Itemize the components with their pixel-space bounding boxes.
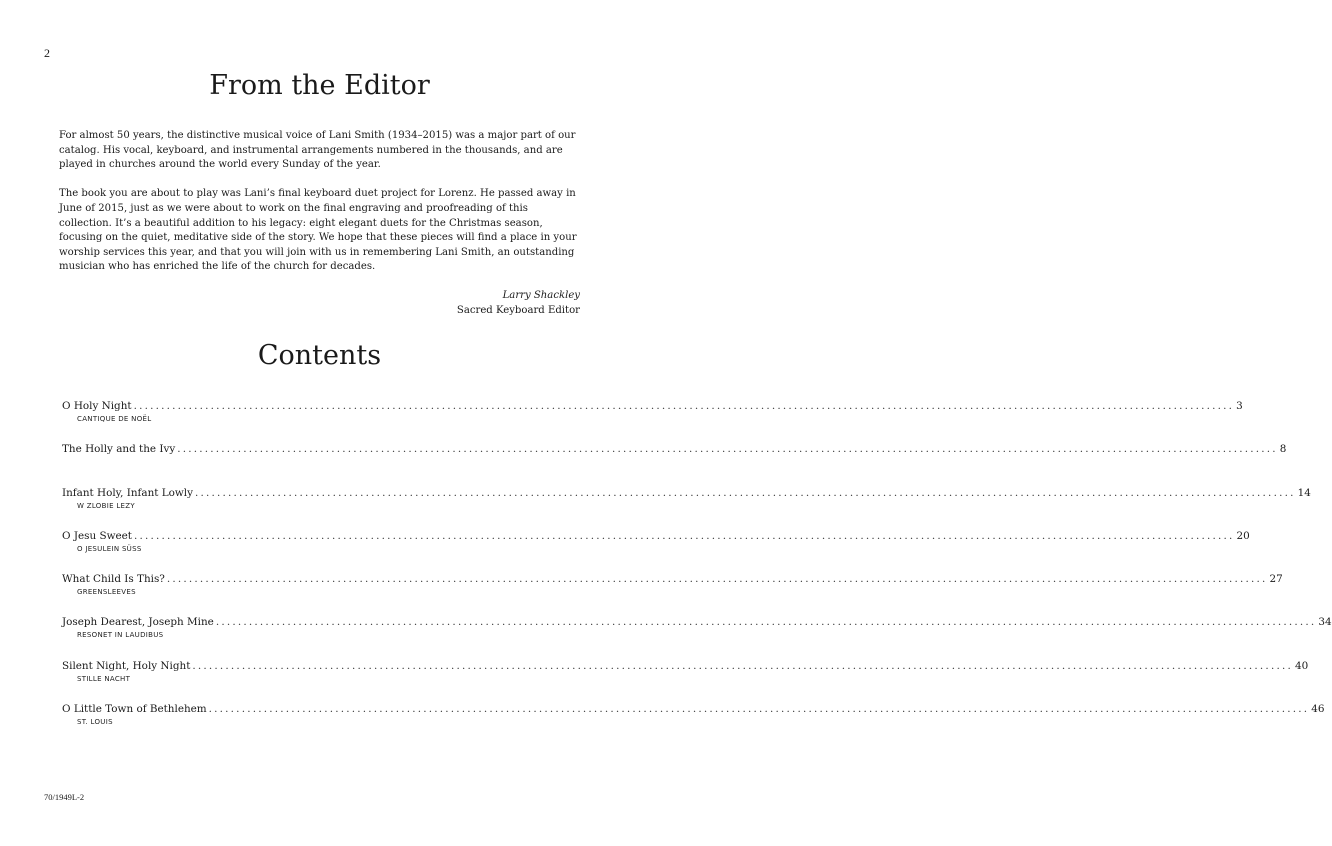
toc-leader: ........................................................................................................................................................................................................ (177, 443, 1278, 456)
toc-title: Infant Holy, Infant Lowly (62, 486, 193, 499)
toc-tune-name: GREENSLEEVES (77, 588, 136, 597)
toc-leader: ........................................................................................................................................................................................................ (195, 486, 1296, 499)
toc-page-number: 40 (1294, 659, 1309, 672)
toc-leader: ........................................................................................................................................................................................................ (208, 703, 1310, 716)
toc-page-number: 14 (1297, 486, 1311, 499)
toc-title: O Holy Night (62, 400, 132, 412)
toc-entry (62, 571, 1283, 614)
toc-entry (62, 441, 1287, 484)
catalog-code: 70/1949L-2 (44, 792, 85, 802)
editor-letter (59, 129, 581, 290)
toc-leader: ........................................................................................................................................................................................................ (215, 616, 1317, 629)
toc-entry (62, 528, 1250, 571)
toc-tune-name: CANTIQUE DE NOËL (77, 415, 152, 423)
toc-entry (62, 658, 1309, 701)
toc-leader: ........................................................................................................................................................................................................ (166, 573, 1268, 586)
toc-tune-name: W ZLOBIE LEZY (77, 501, 135, 510)
toc-leader: ........................................................................................................................................................................................................ (133, 400, 1235, 412)
toc-title: Joseph Dearest, Joseph Mine (62, 616, 214, 629)
toc-leader: ........................................................................................................................................................................................................ (133, 529, 1235, 542)
toc-page-number: 3 (1236, 400, 1243, 412)
contents-heading: Contents (257, 340, 382, 371)
editor-paragraph: For almost 50 years, the distinctive musical voice of Lani Smith (1934–2015) was a major part of our catalog. His vocal, keyboard, and instrumental arrangements numbered in the thousands, and are played in churches around the world every Sunday of the year. (59, 130, 576, 171)
toc-title: O Little Town of Bethlehem (62, 703, 207, 716)
toc-tune-name: RESONET IN LAUDIBUS (77, 631, 164, 640)
editor-paragraph: The book you are about to play was Lani’s final keyboard duet project for Lorenz. He passed away in June of 2015, just as we were about to work on the final engraving and proofreading of this collection. It’s a beautiful addition to his legacy: eight elegant duets for the Christmas season, focusing on the quiet, meditative side of the story. We hope that these pieces will find a place in your worship services this year, and that you will join with us in remembering Lani Smith, an outstanding musician who has enriched the life of the church for decades. (59, 188, 577, 273)
toc-title: What Child Is This? (62, 573, 165, 586)
signature-title: Sacred Keyboard Editor (456, 305, 580, 316)
signature (457, 288, 580, 318)
toc-page-number: 8 (1279, 443, 1287, 456)
toc-page-number: 34 (1318, 616, 1332, 629)
toc-page-number: 20 (1236, 529, 1250, 542)
toc-tune-name: O JESULEIN SÜSS (77, 544, 142, 553)
toc-tune-name: ST. LOUIS (77, 718, 113, 727)
page-number: 2 (44, 46, 50, 60)
toc-entry (62, 398, 1243, 441)
toc-title: O Jesu Sweet (62, 529, 132, 542)
table-of-contents (62, 398, 1332, 744)
toc-page-number: 27 (1269, 573, 1283, 586)
toc-entry (62, 485, 1311, 528)
editor-heading: From the Editor (209, 70, 430, 101)
signature-name: Larry Shackley (502, 290, 580, 301)
toc-tune-name: STILLE NACHT (77, 674, 131, 683)
toc-entry (62, 701, 1325, 744)
toc-title: Silent Night, Holy Night (62, 659, 191, 672)
toc-page-number: 46 (1311, 703, 1325, 716)
toc-leader: ........................................................................................................................................................................................................ (192, 659, 1293, 672)
toc-title: The Holly and the Ivy (62, 443, 176, 456)
toc-entry (62, 614, 1332, 657)
